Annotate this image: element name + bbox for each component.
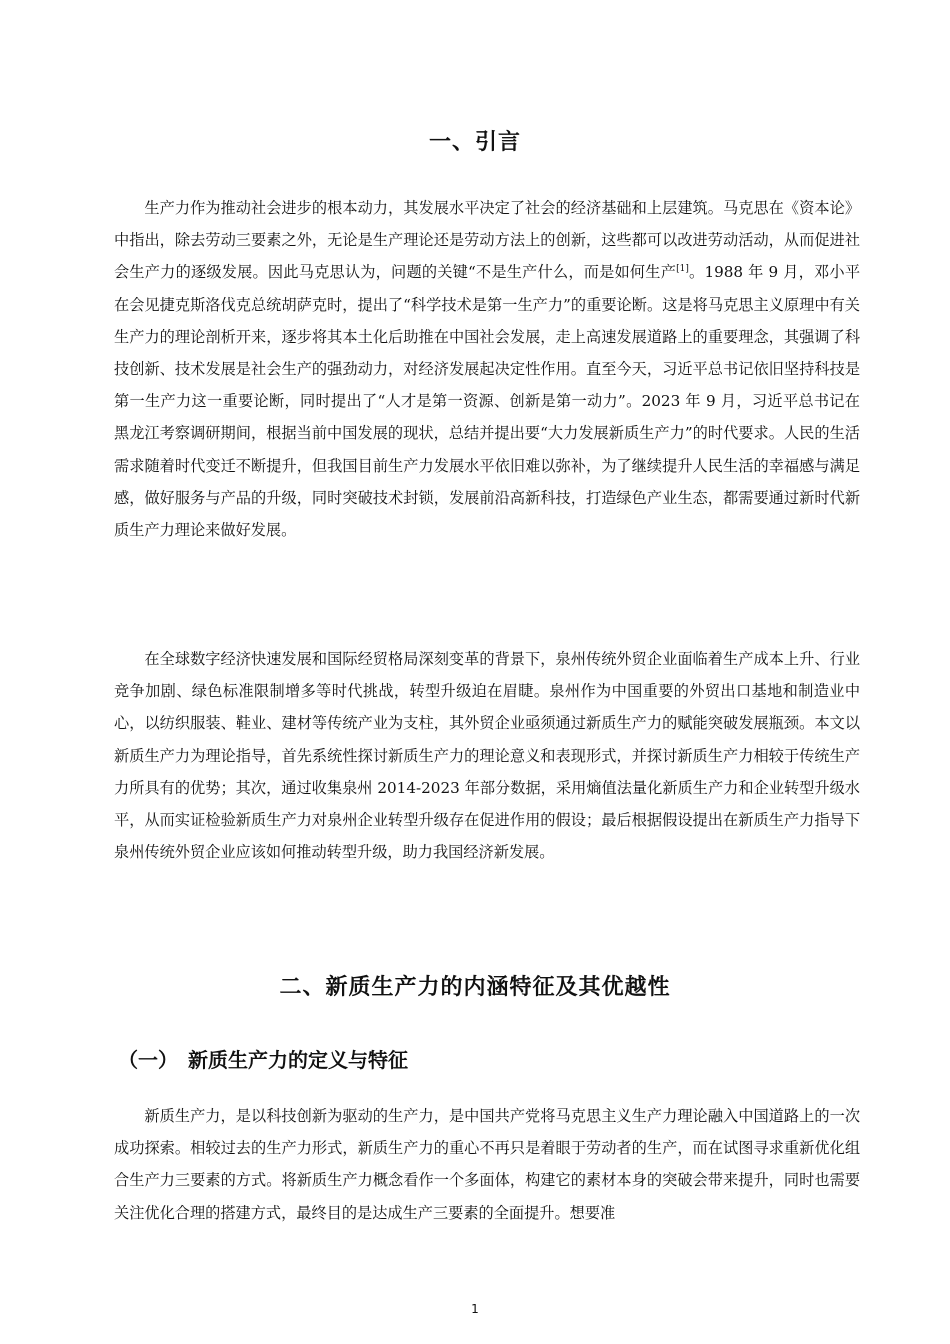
section-1-paragraph-1 (114, 192, 860, 546)
paragraph-text: 。1988 年 9 月，邓小平在会见捷克斯洛伐克总统胡萨克时，提出了“科学技术是第一生产力”的重要论断。这是将马克思主义原理中有关生产力的理论剖析开来，逐步将其本土化后助推在中国社会发展，走上高速发展道路上的重要理念，其强调了科技创新、技术发展是社会生产的强劲动力，对经济发展起决定性作用。直至今天，习近平总书记依旧坚持科技是第一生产力这一重要论断，同时提出了“人才是第一资源、创新是第一动力”。2023 年 9 月，习近平总书记在黑龙江考察调研期间，根据当前中国发展的现状，总结并提出要“大力发展新质生产力”的时代要求。人民的生活需求随着时代变迁不断提升，但我国目前生产力发展水平依旧难以弥补，为了继续提升人民生活的幸福感与满足感，做好服务与产品的升级，同时突破技术封锁，发展前沿高新科技，打造绿色产业生态，都需要通过新时代新质生产力理论来做好发展。 (114, 263, 861, 540)
section-2-heading: 二、新质生产力的内涵特征及其优越性 (279, 975, 671, 1000)
section-1-heading: 一、引言 (428, 130, 521, 155)
subsection-number: （一） (118, 1048, 178, 1072)
paragraph-text: 生产力作为推动社会进步的根本动力，其发展水平决定了社会的经济基础和上层建筑。马克思在《资本论》中指出，除去劳动三要素之外，无论是生产理论还是劳动方法上的创新，这些都可以改进劳动活动，从而促进社会生产力的逐级发展。因此马克思认为，问题的关键“不是生产什么，而是如何生产 (114, 199, 860, 282)
section-2-paragraph-1: 新质生产力，是以科技创新为驱动的生产力，是中国共产党将马克思主义生产力理论融入中国道路上的一次成功探索。相较过去的生产力形式，新质生产力的重心不再只是着眼于劳动者的生产，而在试图寻求重新优化组合生产力三要素的方式。将新质生产力概念看作一个多面体，构建它的素材本身的突破会带来提升，同时也需要关注优化合理的搭建方式，最终目的是达成生产三要素的全面提升。想要准 (114, 1107, 860, 1222)
subsection-title: 新质生产力的定义与特征 (188, 1048, 408, 1072)
section-1-paragraph-2: 在全球数字经济快速发展和国际经贸格局深刻变革的背景下，泉州传统外贸企业面临着生产成本上升、行业竞争加剧、绿色标准限制增多等时代挑战，转型升级迫在眉睫。泉州作为中国重要的外贸出口基地和制造业中心，以纺织服装、鞋业、建材等传统产业为支柱，其外贸企业亟须通过新质生产力的赋能突破发展瓶颈。本文以新质生产力为理论指导，首先系统性探讨新质生产力的理论意义和表现形式，并探讨新质生产力相较于传统生产力所具有的优势；其次，通过收集泉州 2014-2023 年部分数据，采用熵值法量化新质生产力和企业转型升级水平，从而实证检验新质生产力对泉州企业转型升级存在促进作用的假设；最后根据假设提出在新质生产力指导下泉州传统外贸企业应该如何推动转型升级，助力我国经济新发展。 (114, 650, 860, 862)
citation-ref[interactable]: [1] (676, 264, 689, 275)
subsection-heading (118, 1044, 408, 1073)
page-number: 1 (471, 1302, 479, 1316)
